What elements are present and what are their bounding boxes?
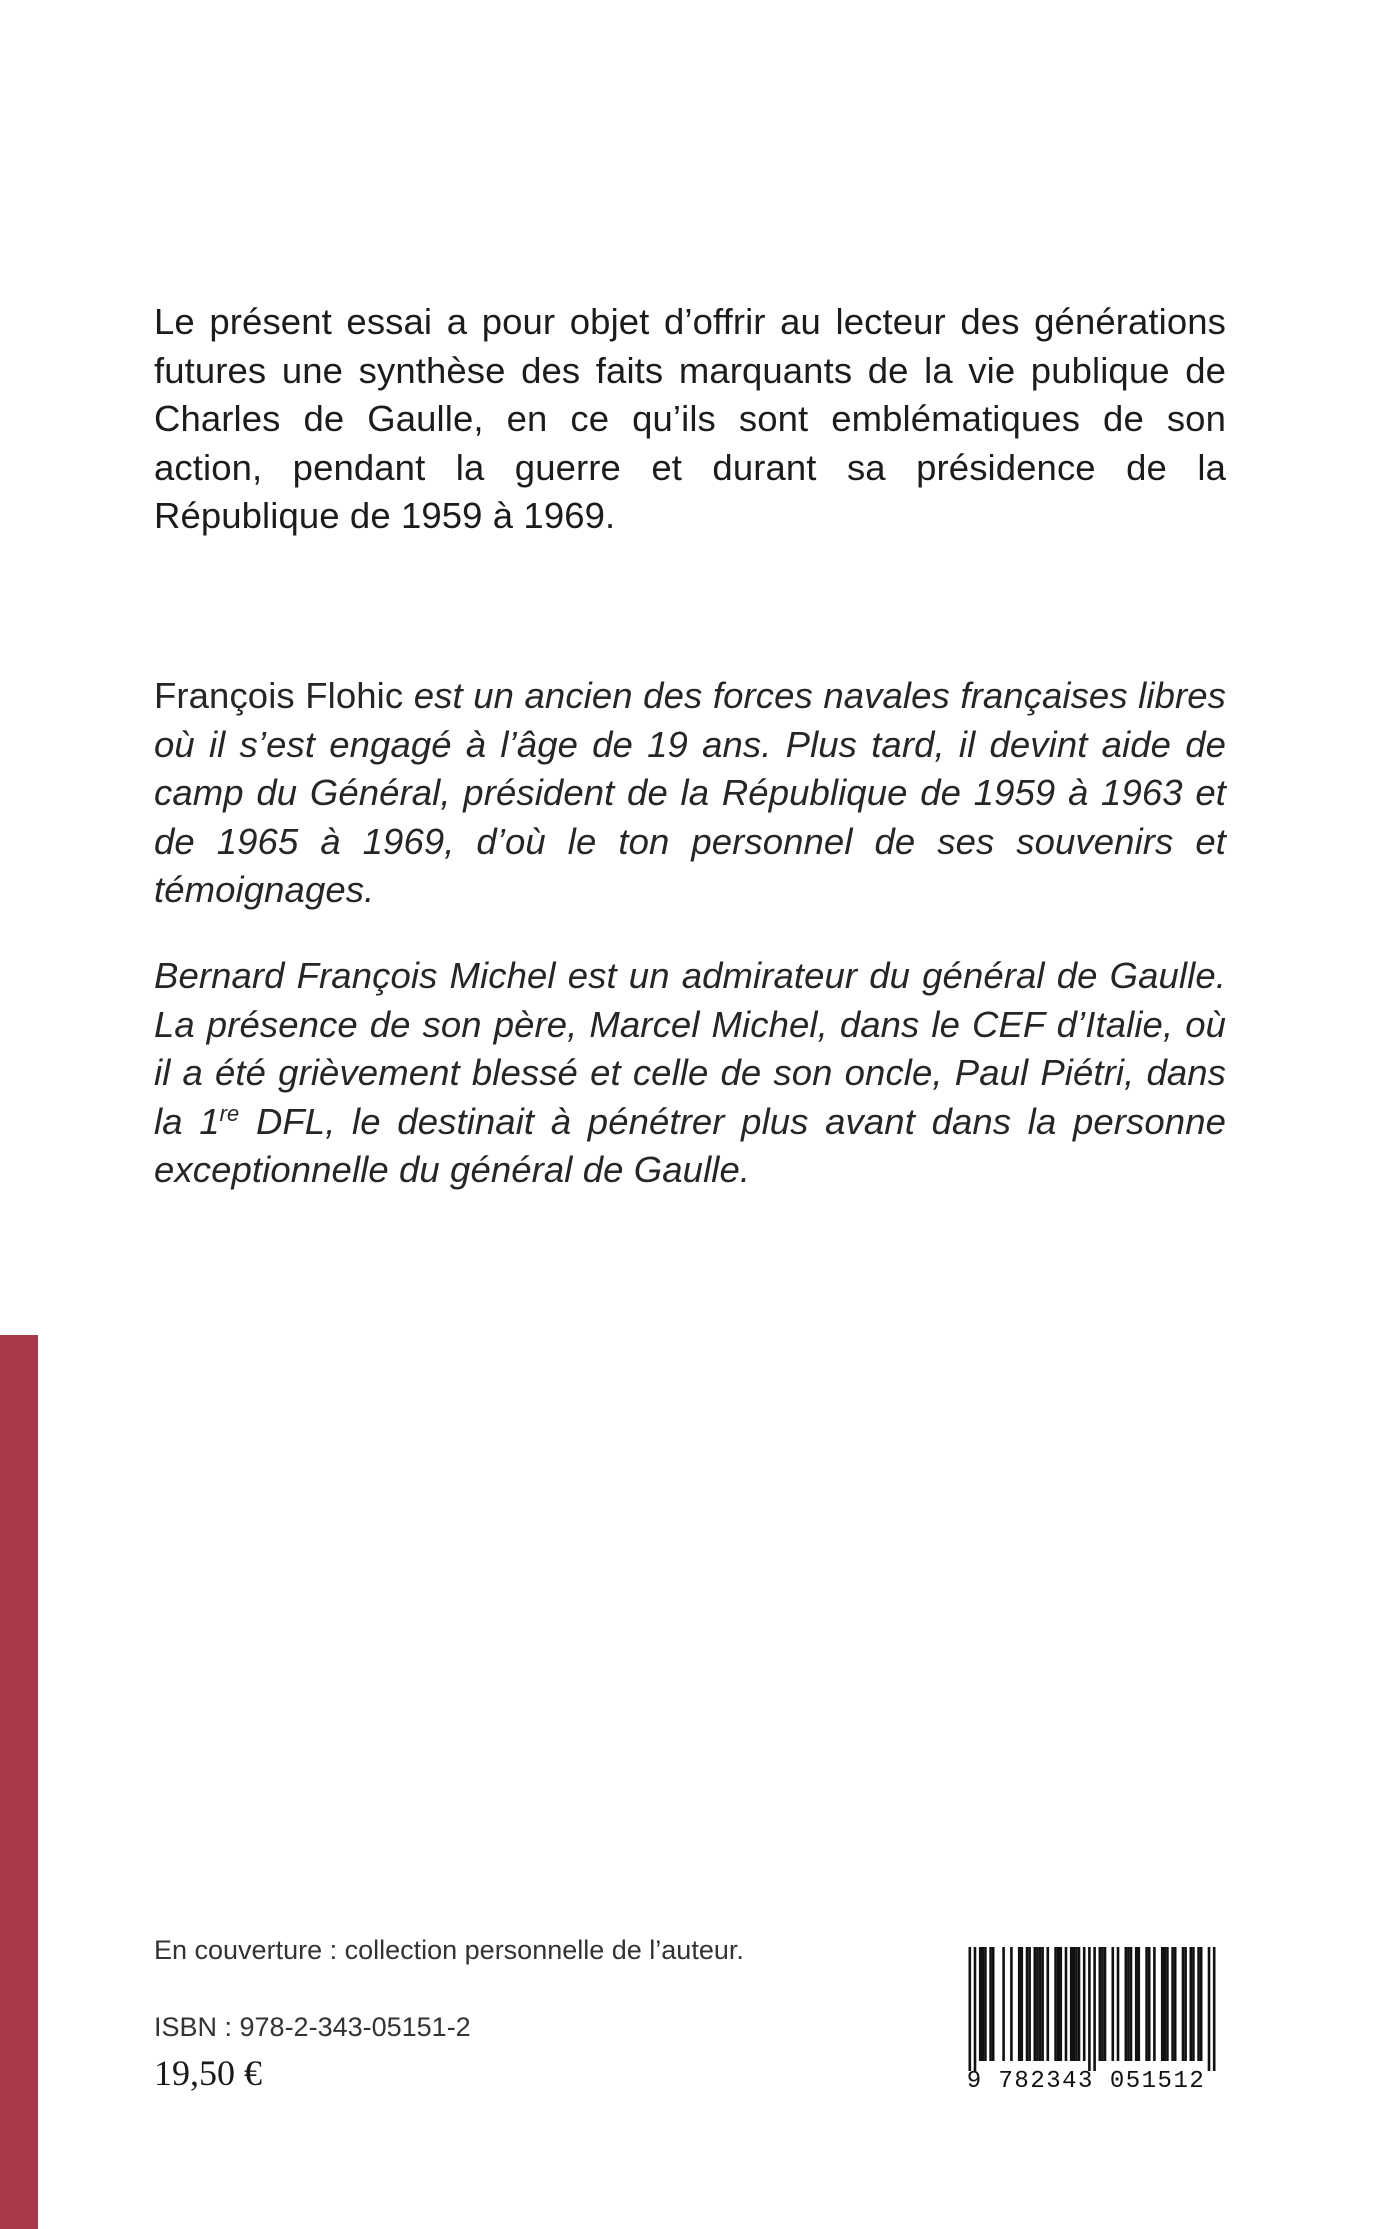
barcode-bar — [1184, 1947, 1187, 2061]
barcode-bar — [1010, 1947, 1013, 2061]
barcode-bar — [1075, 1947, 1078, 2061]
barcode-bar — [1054, 1947, 1057, 2061]
barcode-bar — [1041, 1947, 1044, 2061]
barcode-bar — [1208, 1947, 1211, 2071]
synopsis-paragraph: Le présent essai a pour objet d’offrir au lecteur des générations futures une synthèse des faits marquants de la vie publique de Charles de Gaulle, en ce qu’ils sont emblématiques de son action, pendant la guerre et durant sa présidence de la République de 1959 à 1969. — [154, 301, 1226, 537]
barcode-bar — [1130, 1947, 1133, 2061]
barcode-bars — [969, 1947, 1216, 2071]
barcode-bar — [979, 1947, 982, 2061]
barcode-bar — [992, 1947, 995, 2061]
accent-band — [0, 1335, 38, 2229]
barcode-bar — [1112, 1947, 1115, 2061]
barcode-bar — [984, 1947, 987, 2061]
author-name-flohic: François Flohic — [154, 675, 404, 716]
barcode-bar — [1153, 1947, 1156, 2061]
barcode-bar — [1145, 1947, 1148, 2061]
barcode-bar — [1127, 1947, 1130, 2061]
barcode-bar — [1002, 1947, 1005, 2061]
barcode-bar — [1083, 1947, 1086, 2061]
barcode-bar — [1125, 1947, 1128, 2061]
barcode-bar — [989, 1947, 992, 2061]
barcode-bar — [1057, 1947, 1060, 2061]
barcode-bar — [1047, 1947, 1050, 2061]
barcode-bar — [1060, 1947, 1063, 2061]
barcode-bar — [1026, 1947, 1029, 2061]
barcode-bar — [1190, 1947, 1193, 2061]
barcode-bar — [1138, 1947, 1141, 2061]
barcode-bar — [1161, 1947, 1164, 2061]
barcode-bar — [1078, 1947, 1081, 2061]
author-bio-text-flohic: est un ancien des forces navales françaises libres où il s’est engagé à l’âge de 19 ans. Plus tard, il devint aide de camp du Général, président de la République de 1959 à 1963 et de 1965 à 1969, d’où le ton personnel de ses souvenirs et témoignages. — [154, 675, 1227, 911]
barcode-bar — [1197, 1947, 1200, 2061]
author-bio-text-michel-part2: DFL, le destinait à pénétrer plus avant dans la personne exceptionnelle du général de Gaulle. — [154, 1100, 1226, 1191]
barcode-bar — [1036, 1947, 1039, 2061]
barcode-bar — [1182, 1947, 1185, 2061]
author-bio-text-michel-part1: est un admirateur du général de Gaulle. La présence de son père, Marcel Michel, dans le CEF d’Italie, où il a été grièvement blessé et celle de son oncle, Paul Piétri, dans la 1 — [154, 955, 1226, 1142]
barcode-bar — [1070, 1947, 1073, 2061]
barcode-bar — [1099, 1947, 1102, 2061]
isbn-label: ISBN : 978-2-343-05151-2 — [154, 2012, 471, 2042]
barcode-bar — [1171, 1947, 1174, 2061]
barcode-bar — [969, 1947, 972, 2071]
barcode-digits: 9 782343 051512 — [966, 2068, 1206, 2093]
barcode-bar — [1213, 1947, 1216, 2071]
barcode-bar — [1065, 1947, 1068, 2061]
barcode-bar — [1174, 1947, 1177, 2061]
barcode-bar — [1073, 1947, 1076, 2061]
barcode-bar — [1101, 1947, 1104, 2061]
barcode-bar — [1034, 1947, 1037, 2061]
barcode-bar — [1148, 1947, 1151, 2061]
barcode-bar — [1192, 1947, 1195, 2061]
barcode-bar — [1117, 1947, 1120, 2061]
barcode-bar — [1135, 1947, 1138, 2061]
cover-credit: En couverture : collection personnelle de l’auteur. — [154, 1935, 744, 1965]
ordinal-superscript: re — [219, 1100, 240, 1126]
barcode-bar — [1021, 1947, 1024, 2061]
barcode-bar — [1164, 1947, 1167, 2061]
barcode-bar — [1200, 1947, 1203, 2061]
author-bio-flohic — [154, 672, 1226, 915]
isbn-barcode — [955, 1943, 1217, 2093]
barcode-bar — [1028, 1947, 1031, 2061]
barcode-bar — [1166, 1947, 1169, 2061]
barcode-bar — [982, 1947, 985, 2061]
author-bio-michel — [154, 952, 1226, 1195]
barcode-bar — [1088, 1947, 1091, 2071]
barcode-bar — [1018, 1947, 1021, 2061]
author-name-michel: Bernard François Michel — [154, 955, 556, 996]
price-label: 19,50 € — [154, 2053, 262, 2093]
barcode-bar — [1039, 1947, 1042, 2061]
barcode-bar — [1104, 1947, 1107, 2061]
barcode-bar — [1093, 1947, 1096, 2071]
barcode-bar — [974, 1947, 977, 2071]
